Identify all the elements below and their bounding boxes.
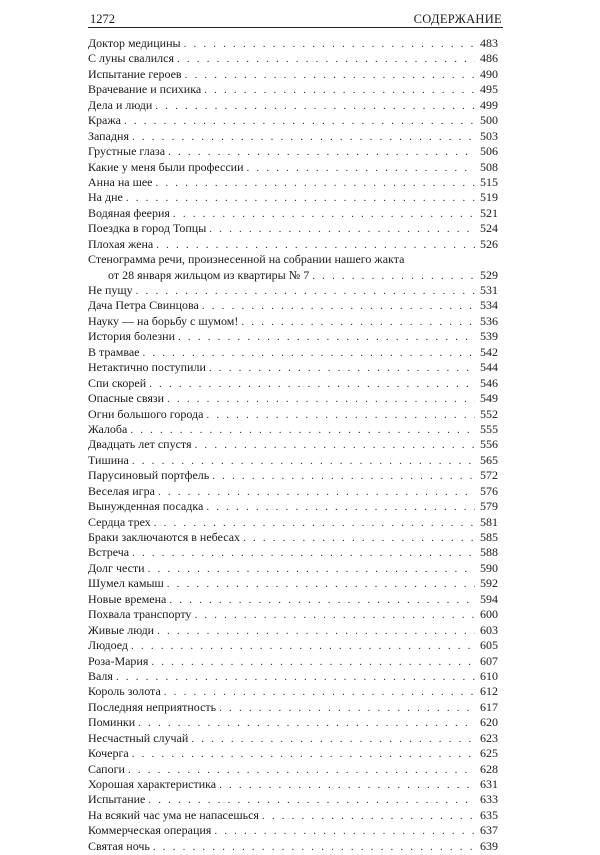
toc-entry-page: 605: [480, 638, 498, 653]
toc-entry-title: Парусиновый портфель: [88, 468, 210, 483]
toc-leader-dots: [212, 469, 475, 484]
toc-entry-title: Испытание: [88, 792, 146, 807]
toc-entry-title: Веселая игра: [88, 483, 155, 498]
toc-entry: [88, 144, 498, 159]
toc-leader-dots: [312, 269, 475, 284]
toc-entry-page: 585: [480, 530, 498, 544]
toc-entry-title: История болезни: [88, 329, 176, 344]
toc-entry-title: Дача Петра Свинцова: [88, 298, 199, 313]
toc-entry: [88, 654, 498, 669]
toc-entry-title: от 28 января жильцом из квартиры № 7: [108, 267, 310, 282]
toc-entry-title: Доктор медицины: [88, 36, 181, 50]
toc-entry-title: Сапоги: [88, 761, 125, 776]
toc-entry: [88, 746, 498, 761]
toc-entry: [88, 422, 498, 437]
toc-entry-page: 581: [480, 514, 498, 529]
toc-entry-title: С луны свалился: [88, 51, 174, 66]
toc-entry: [88, 731, 498, 746]
toc-entry: [88, 762, 498, 777]
toc-leader-dots: [204, 83, 475, 98]
toc-entry-title: Роза-Мария: [88, 653, 149, 668]
toc-entry-title: Сердца трех: [88, 514, 151, 529]
toc-entry-page: 503: [480, 128, 498, 143]
toc-leader-dots: [247, 161, 475, 176]
toc-entry-title: Король золота: [88, 684, 161, 699]
toc-entry-title: Грустные глаза: [88, 144, 166, 159]
toc-entry-title: Браки заключаются в небесах: [88, 530, 241, 544]
toc-entry-title: Новые времена: [88, 591, 167, 606]
toc-entry: [88, 98, 498, 113]
toc-entry-title: Кочерга: [88, 746, 129, 761]
toc-entry-title: Тишина: [88, 452, 129, 467]
toc-entry-page: 555: [480, 421, 498, 436]
toc-entry: [88, 407, 498, 422]
toc-entry-title: Анна на шее: [88, 174, 153, 189]
toc-leader-dots: [155, 99, 475, 114]
toc-leader-dots: [132, 546, 475, 561]
toc-entry-title: Врачевание и психика: [88, 82, 202, 97]
toc-leader-dots: [126, 191, 475, 206]
toc-entry-page: 490: [480, 66, 498, 81]
toc-entry-title: Вынужденная посадка: [88, 499, 204, 514]
toc-entry: [88, 808, 498, 823]
toc-leader-dots: [153, 840, 475, 855]
toc-entry-title: Хорошая характеристика: [88, 777, 217, 791]
toc-leader-dots: [151, 655, 475, 670]
toc-entry: [88, 700, 498, 715]
toc-entry-title: На всякий час ума не напасешься: [88, 807, 259, 822]
toc-leader-dots: [124, 114, 475, 129]
toc-entry-page: 519: [480, 190, 498, 205]
toc-entry: [88, 499, 498, 514]
toc-entry-page: 600: [480, 607, 498, 622]
toc-entry: [88, 561, 498, 576]
toc-entry: [88, 545, 498, 560]
running-title: СОДЕРЖАНИЕ: [413, 12, 502, 26]
toc-entry: [88, 669, 498, 684]
toc-entry: [88, 283, 498, 298]
toc-entry-page: 526: [480, 236, 498, 251]
toc-entry-title: Поминки: [88, 715, 136, 730]
toc-entry: [88, 268, 498, 283]
toc-entry-title: Науку — на борьбу с шумом!: [88, 313, 239, 328]
toc-leader-dots: [243, 531, 475, 546]
toc-leader-dots: [206, 500, 475, 515]
toc-entry: [88, 623, 498, 638]
toc-leader-dots: [157, 624, 475, 639]
toc-entry-page: 524: [480, 221, 498, 236]
toc-leader-dots: [178, 330, 475, 345]
toc-entry-title: Дела и люди: [88, 97, 153, 112]
toc-entry: [88, 36, 498, 51]
toc-entry-page: 546: [480, 375, 498, 390]
toc-leader-dots: [148, 793, 475, 808]
toc-entry: [88, 160, 498, 175]
toc-entry-title: Коммерческая операция: [88, 823, 212, 838]
toc-entry: [88, 684, 498, 699]
table-of-contents: [88, 36, 498, 854]
toc-entry-page: 633: [480, 792, 498, 807]
toc-leader-dots: [167, 577, 475, 592]
toc-leader-dots: [156, 238, 475, 253]
toc-entry-title: Несчастный случай: [88, 730, 189, 745]
toc-entry: [88, 515, 498, 530]
toc-entry-page: 594: [480, 591, 498, 606]
toc-leader-dots: [169, 593, 475, 608]
toc-entry-title: Шумел камыш: [88, 576, 164, 591]
toc-entry-title: Жалоба: [88, 421, 128, 436]
toc-entry-page: 635: [480, 807, 498, 822]
toc-leader-dots: [158, 485, 475, 500]
toc-entry-page: 536: [480, 313, 498, 328]
toc-entry-page: 534: [480, 298, 498, 313]
page-header: [90, 8, 502, 28]
toc-entry-page: 499: [480, 97, 498, 112]
toc-leader-dots: [195, 438, 475, 453]
toc-entry: [88, 237, 498, 252]
toc-leader-dots: [132, 747, 475, 762]
toc-entry-page: 610: [480, 668, 498, 683]
toc-entry: [88, 298, 498, 313]
toc-leader-dots: [131, 639, 475, 654]
toc-entry-title: Не пущу: [88, 283, 133, 297]
toc-leader-dots: [167, 392, 475, 407]
toc-entry: [88, 437, 498, 452]
toc-entry-title: Плохая жена: [88, 236, 154, 251]
toc-leader-dots: [149, 377, 475, 392]
toc-entry-page: 603: [480, 622, 498, 637]
toc-entry-page: 539: [480, 329, 498, 344]
toc-leader-dots: [148, 562, 475, 577]
toc-leader-dots: [177, 52, 475, 67]
toc-entry-page: 572: [480, 468, 498, 483]
toc-entry-page: 625: [480, 746, 498, 761]
toc-entry-title: Долг чести: [88, 560, 145, 575]
toc-entry-page: 639: [480, 838, 498, 853]
toc-entry-page: 617: [480, 699, 498, 714]
toc-entry-title: Людоед: [88, 638, 129, 653]
toc-entry-page: 531: [480, 283, 498, 297]
toc-entry-page: 565: [480, 452, 498, 467]
toc-leader-dots: [206, 408, 475, 423]
toc-entry-page: 612: [480, 684, 498, 699]
toc-entry-page: 556: [480, 437, 498, 452]
toc-entry: [88, 129, 498, 144]
toc-leader-dots: [185, 68, 475, 83]
toc-entry: [88, 329, 498, 344]
toc-entry: [88, 530, 498, 545]
toc-entry-page: 515: [480, 174, 498, 189]
toc-entry-title: Последняя неприятность: [88, 699, 217, 714]
toc-entry-page: 495: [480, 82, 498, 97]
toc-entry-title: Поездка в город Топцы: [88, 221, 207, 236]
toc-entry: [88, 360, 498, 375]
toc-leader-dots: [209, 361, 475, 376]
toc-entry: [88, 113, 498, 128]
toc-leader-dots: [168, 145, 475, 160]
toc-entry-title: Живые люди: [88, 622, 155, 637]
toc-entry-page: 620: [480, 715, 498, 730]
toc-leader-dots: [209, 222, 475, 237]
toc-leader-dots: [219, 701, 475, 716]
toc-entry: [88, 576, 498, 591]
toc-entry: [88, 484, 498, 499]
toc-entry-page: 542: [480, 344, 498, 359]
toc-leader-dots: [128, 763, 475, 778]
toc-entry: [88, 638, 498, 653]
toc-entry-title: Западня: [88, 128, 129, 143]
toc-entry: [88, 391, 498, 406]
toc-leader-dots: [241, 315, 475, 330]
toc-entry-page: 506: [480, 144, 498, 159]
toc-leader-dots: [219, 778, 475, 793]
toc-entry-page: 592: [480, 576, 498, 591]
toc-entry: [88, 221, 498, 236]
toc-entry: [88, 206, 498, 221]
toc-entry-page: 576: [480, 483, 498, 498]
toc-entry-page: 628: [480, 761, 498, 776]
toc-entry: [88, 823, 498, 838]
toc-entry-page: 521: [480, 205, 498, 220]
toc-entry: [88, 839, 498, 854]
toc-leader-dots: [116, 670, 475, 685]
toc-entry-title: Стенограмма речи, произнесенной на собрании нашего жакта: [88, 252, 405, 267]
toc-entry: [88, 376, 498, 391]
toc-entry-page: 631: [480, 777, 498, 791]
toc-entry-page: 552: [480, 406, 498, 421]
toc-entry-title: На дне: [88, 190, 123, 205]
toc-entry: [88, 607, 498, 622]
toc-entry-title: Огни большого города: [88, 406, 204, 421]
toc-leader-dots: [130, 423, 475, 438]
toc-entry-title: Святая ночь: [88, 838, 150, 853]
toc-leader-dots: [138, 716, 475, 731]
toc-entry-page: 486: [480, 51, 498, 66]
toc-entry-title: Кража: [88, 113, 121, 128]
toc-entry: [88, 468, 498, 483]
toc-leader-dots: [136, 284, 475, 299]
toc-entry: [88, 345, 498, 360]
toc-leader-dots: [191, 732, 475, 747]
toc-entry-page: 529: [480, 267, 498, 282]
toc-entry-page: 483: [480, 36, 498, 50]
toc-entry-page: 623: [480, 730, 498, 745]
toc-leader-dots: [202, 299, 475, 314]
toc-leader-dots: [132, 130, 475, 145]
toc-entry-title: Спи скорей: [88, 375, 147, 390]
toc-entry: [88, 252, 498, 267]
toc-entry-title: Какие у меня были профессии: [88, 159, 244, 174]
toc-entry-title: Опасные связи: [88, 391, 165, 406]
toc-entry-title: Нетактично поступили: [88, 360, 206, 375]
toc-entry: [88, 792, 498, 807]
toc-entry: [88, 592, 498, 607]
toc-leader-dots: [154, 516, 475, 531]
toc-entry-page: 579: [480, 499, 498, 514]
toc-entry: [88, 190, 498, 205]
toc-entry-page: 637: [480, 823, 498, 838]
toc-entry: [88, 51, 498, 66]
toc-leader-dots: [142, 346, 475, 361]
toc-leader-dots: [194, 608, 475, 623]
toc-entry: [88, 82, 498, 97]
toc-entry-title: Водяная феерия: [88, 205, 170, 220]
toc-entry: [88, 777, 498, 792]
toc-entry-title: Встреча: [88, 545, 130, 560]
toc-entry-page: 607: [480, 653, 498, 668]
toc-entry-title: Испытание героев: [88, 66, 182, 81]
toc-entry: [88, 453, 498, 468]
toc-entry-title: Двадцать лет спустя: [88, 437, 192, 452]
toc-entry-title: Похвала транспорту: [88, 607, 192, 622]
toc-entry: [88, 175, 498, 190]
toc-leader-dots: [262, 809, 475, 824]
toc-entry-title: Валя: [88, 668, 113, 683]
toc-leader-dots: [164, 685, 475, 700]
toc-entry-page: 500: [480, 113, 498, 128]
toc-leader-dots: [184, 37, 475, 52]
toc-entry-page: 549: [480, 391, 498, 406]
page-number: 1272: [90, 12, 115, 26]
toc-entry-page: 544: [480, 360, 498, 375]
toc-entry-page: 508: [480, 159, 498, 174]
toc-leader-dots: [214, 824, 475, 839]
toc-entry: [88, 67, 498, 82]
header-rule: [88, 27, 503, 28]
toc-entry: [88, 715, 498, 730]
toc-entry-page: 590: [480, 560, 498, 575]
toc-leader-dots: [155, 176, 475, 191]
toc-leader-dots: [132, 454, 475, 469]
toc-leader-dots: [173, 207, 475, 222]
toc-entry-title: В трамвае: [88, 344, 140, 359]
toc-entry: [88, 314, 498, 329]
toc-entry-page: 588: [480, 545, 498, 560]
